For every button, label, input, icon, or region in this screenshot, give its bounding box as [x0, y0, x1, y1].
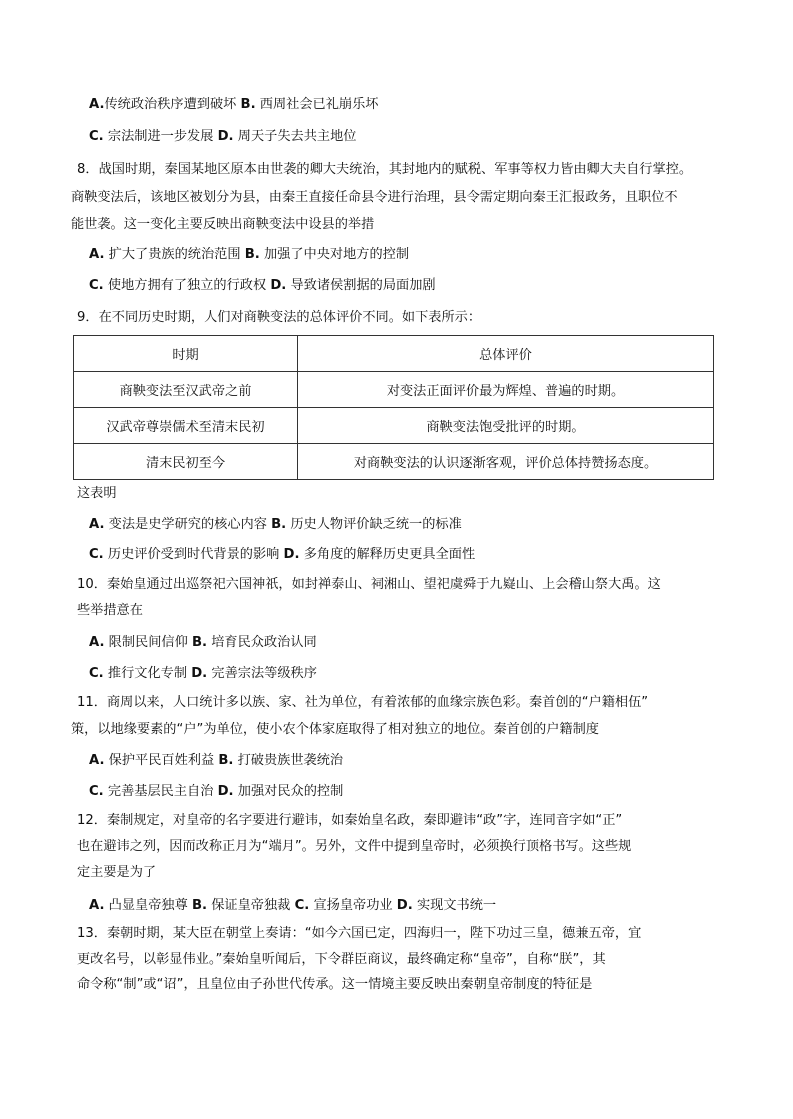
- table-header-row: [74, 336, 714, 372]
- option-b-label: B.: [218, 753, 234, 768]
- option-d-text: 加强对民众的控制: [233, 784, 344, 799]
- table-header-evaluation: 总体评价: [298, 336, 714, 372]
- option-b-label: B.: [271, 517, 287, 532]
- q8-stem-line-1: 8．战国时期，秦国某地区原本由世袭的卿大夫统治，其封地内的赋税、军事等权力皆由卿大夫自行掌控。: [77, 162, 693, 177]
- q11-options-ab: [89, 752, 343, 770]
- evaluation-table: [73, 335, 714, 480]
- option-c-label: C.: [89, 666, 104, 681]
- option-a-label: A.: [89, 97, 105, 112]
- option-a-label: A.: [89, 898, 105, 913]
- option-d-label: D.: [191, 666, 208, 681]
- option-a-text: 限制民间信仰: [104, 635, 192, 650]
- option-b-label: B.: [244, 247, 260, 262]
- q13-stem-line-3: 命令称“制”或“诏”，且皇位由子孙世代传承。这一情境主要反映出秦朝皇帝制度的特征是: [77, 977, 593, 992]
- q8-stem-line-3: 能世袭。这一变化主要反映出商鞅变法中设县的举措: [71, 217, 375, 232]
- q12-stem-line-2: 也在避讳之列，因而改称正月为“端月”。另外，文件中提到皇帝时，必须换行顶格书写。这些规: [77, 839, 632, 854]
- option-b-label: B.: [191, 898, 208, 913]
- option-d-text: 周天子失去共主地位: [233, 129, 357, 144]
- q12-stem-line-1: 12．秦制规定，对皇帝的名字要进行避讳，如秦始皇名政，秦即避讳“政”字，连同音字如“正”: [77, 813, 623, 828]
- option-b-text: 西周社会已礼崩乐坏: [255, 97, 379, 112]
- option-d-label: D.: [217, 129, 234, 144]
- q8-stem-line-2: 商鞅变法后，该地区被划分为县，由秦王直接任命县令进行治理，县令需定期向秦王汇报政务，且职位不: [71, 190, 678, 205]
- option-a-label: A.: [89, 247, 105, 262]
- table-cell-evaluation: 商鞅变法饱受批评的时期。: [298, 408, 714, 444]
- table-header-period: 时期: [74, 336, 298, 372]
- option-d-text: 多角度的解释历史更具全面性: [299, 547, 476, 562]
- option-a-text: 扩大了贵族的统治范围: [104, 247, 245, 262]
- option-c-text: 推行文化专制: [103, 666, 192, 681]
- option-c-label: C.: [294, 898, 310, 913]
- option-b-label: B.: [191, 635, 208, 650]
- option-c-text: 使地方拥有了独立的行政权: [103, 278, 271, 293]
- option-a-text: 凸显皇帝独尊: [104, 898, 192, 913]
- q8-options-ab: [89, 246, 409, 264]
- q8-options-cd: [89, 277, 436, 295]
- option-c-text: 完善基层民主自治: [103, 784, 218, 799]
- option-a-text: 变法是史学研究的核心内容: [104, 517, 272, 532]
- q9-options-ab: [89, 516, 462, 534]
- option-c-label: C.: [89, 278, 104, 293]
- table-row: [74, 408, 714, 444]
- table-cell-evaluation: 对商鞅变法的认识逐渐客观，评价总体持赞扬态度。: [298, 444, 714, 480]
- q12-stem-line-3: 定主要是为了: [77, 865, 157, 880]
- q13-stem-line-2: 更改名号，以彰显伟业。”秦始皇听闻后，下令群臣商议，最终确定称“皇帝”，自称“朕”，其: [77, 952, 606, 967]
- option-d-text: 完善宗法等级秩序: [207, 666, 317, 681]
- table-cell-evaluation: 对变法正面评价最为辉煌、普遍的时期。: [298, 372, 714, 408]
- option-b-text: 保证皇帝独裁: [207, 898, 295, 913]
- table-row: [74, 372, 714, 408]
- q11-stem-line-2: 策，以地缘要素的“户”为单位，使小农个体家庭取得了相对独立的地位。秦首创的户籍制度: [71, 722, 599, 737]
- option-a-label: A.: [89, 517, 105, 532]
- q7-options-cd: [89, 128, 356, 146]
- q7-options-ab: [89, 96, 379, 114]
- q12-options: [89, 897, 496, 915]
- option-b-text: 培育民众政治认同: [207, 635, 317, 650]
- q9-stem: 9．在不同历史时期，人们对商鞅变法的总体评价不同。如下表所示：: [77, 310, 482, 325]
- option-d-label: D.: [396, 898, 413, 913]
- q11-options-cd: [89, 783, 343, 801]
- option-c-text: 宗法制进一步发展: [103, 129, 218, 144]
- option-a-label: A.: [89, 635, 105, 650]
- q9-after-text: 这表明: [77, 486, 117, 501]
- option-a-text: 传统政治秩序遭到破坏: [104, 97, 241, 112]
- option-c-label: C.: [89, 129, 104, 144]
- q10-options-ab: [89, 634, 317, 652]
- option-d-text: 实现文书统一: [412, 898, 497, 913]
- q10-stem-line-1: 10．秦始皇通过出巡祭祀六国神祇，如封禅泰山、祠湘山、望祀虞舜于九嶷山、上会稽山祭大禹。这: [77, 577, 661, 592]
- option-b-text: 打破贵族世袭统治: [233, 753, 344, 768]
- q10-stem-line-2: 些举措意在: [77, 603, 143, 618]
- option-d-text: 导致诸侯割据的局面加剧: [286, 278, 436, 293]
- option-b-text: 历史人物评价缺乏统一的标准: [286, 517, 462, 532]
- option-c-label: C.: [89, 547, 104, 562]
- table-cell-period: 汉武帝尊崇儒术至清末民初: [74, 408, 298, 444]
- q13-stem-line-1: 13．秦朝时期，某大臣在朝堂上奏请：“如今六国已定，四海归一，陛下功过三皇，德兼五帝，宜: [77, 926, 642, 941]
- option-a-text: 保护平民百姓利益: [104, 753, 219, 768]
- option-c-label: C.: [89, 784, 104, 799]
- table-cell-period: 商鞅变法至汉武帝之前: [74, 372, 298, 408]
- table-row: [74, 444, 714, 480]
- q10-options-cd: [89, 665, 317, 683]
- option-c-text: 宣扬皇帝功业: [309, 898, 397, 913]
- option-a-label: A.: [89, 753, 105, 768]
- option-d-label: D.: [217, 784, 234, 799]
- option-b-text: 加强了中央对地方的控制: [259, 247, 410, 262]
- q9-options-cd: [89, 546, 475, 564]
- option-d-label: D.: [283, 547, 300, 562]
- option-d-label: D.: [270, 278, 287, 293]
- option-c-text: 历史评价受到时代背景的影响: [103, 547, 284, 562]
- option-b-label: B.: [240, 97, 256, 112]
- table-cell-period: 清末民初至今: [74, 444, 298, 480]
- q11-stem-line-1: 11．商周以来，人口统计多以族、家、社为单位，有着浓郁的血缘宗族色彩。秦首创的“户籍相伍”: [77, 695, 649, 710]
